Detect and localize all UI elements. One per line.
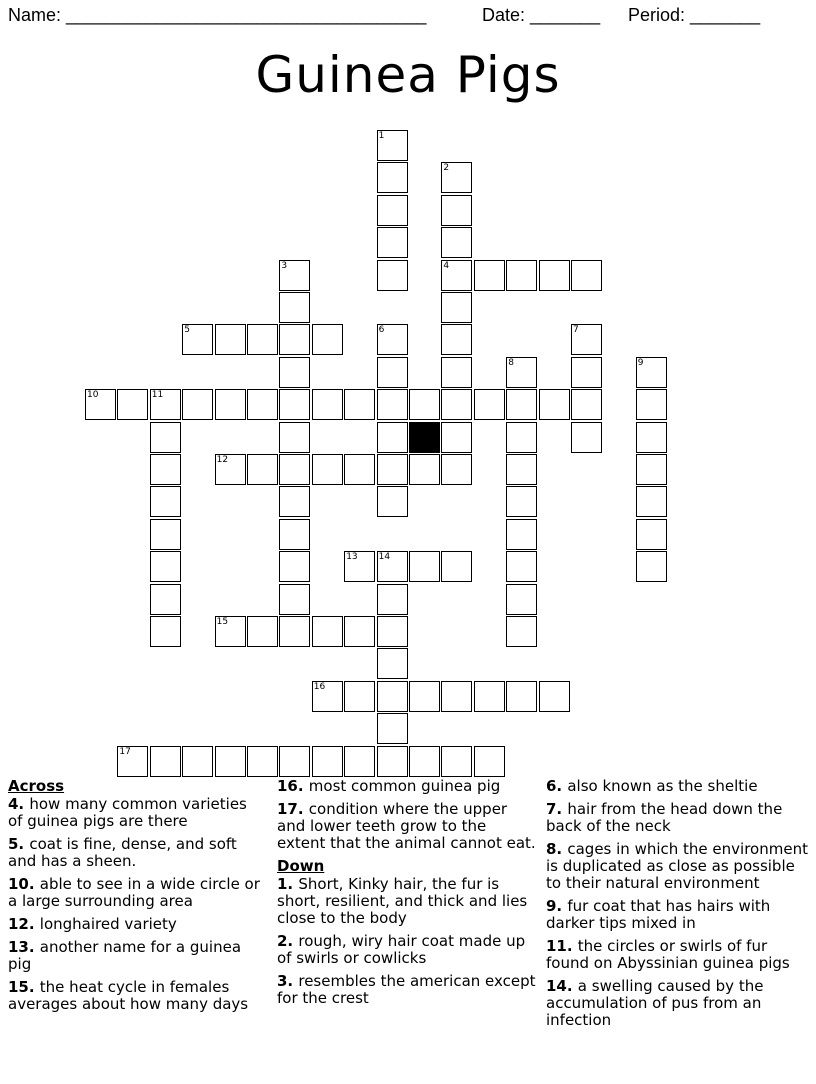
name-field[interactable]: Name: ____________________________________ [8, 5, 427, 25]
clue-number: 10 [87, 390, 99, 401]
clue-item [546, 801, 808, 835]
clue-item-number: 15. [8, 978, 40, 996]
down-clue-list [277, 876, 539, 1007]
grid-cell[interactable] [441, 292, 472, 323]
across-heading: Across [8, 777, 65, 795]
grid-cell[interactable] [441, 551, 472, 582]
clue-item-number: 9. [546, 897, 568, 915]
grid-cell[interactable] [377, 324, 408, 355]
grid-cell[interactable] [636, 454, 667, 485]
grid-cell[interactable] [344, 681, 375, 712]
date-field[interactable]: Date: _______ [482, 5, 601, 25]
grid-cell[interactable] [571, 389, 602, 420]
grid-cell[interactable] [182, 324, 213, 355]
grid-cell[interactable] [312, 454, 343, 485]
grid-cell[interactable] [636, 551, 667, 582]
clue-column-1 [8, 778, 266, 1019]
clue-item-number: 16. [277, 777, 309, 795]
grid-cell[interactable] [441, 357, 472, 388]
clue-item-number: 11. [546, 937, 578, 955]
down-heading: Down [277, 857, 325, 875]
grid-cell[interactable] [377, 486, 408, 517]
grid-cell[interactable] [182, 746, 213, 777]
grid-cell[interactable] [247, 454, 278, 485]
clue-item-number: 3. [277, 972, 299, 990]
grid-cell[interactable] [636, 389, 667, 420]
grid-cell[interactable] [506, 519, 537, 550]
clue-item-number: 7. [546, 800, 568, 818]
page-title: Guinea Pigs [255, 46, 561, 104]
grid-cell[interactable] [215, 389, 246, 420]
grid-cell[interactable] [377, 227, 408, 258]
grid-cell[interactable] [636, 486, 667, 517]
clue-number: 17 [119, 746, 131, 757]
clue-number: 14 [378, 552, 391, 563]
clue-item-number: 14. [546, 977, 578, 995]
clue-item-number: 13. [8, 938, 40, 956]
grid-cell[interactable] [279, 422, 310, 453]
clue-item-text: able to see in a wide circle or a large surrounding area [8, 875, 260, 910]
clue-item-number: 4. [8, 795, 30, 813]
grid-cell[interactable] [150, 616, 181, 647]
clue-number: 5 [184, 325, 190, 336]
clue-number: 15 [216, 617, 229, 627]
clue-item [277, 778, 539, 795]
clue-item-text: longhaired variety [39, 915, 177, 933]
grid-cell[interactable] [150, 746, 181, 777]
grid-cell[interactable] [247, 616, 278, 647]
grid-cell[interactable] [279, 357, 310, 388]
grid-cell[interactable] [182, 389, 213, 420]
grid-cell[interactable] [279, 260, 310, 291]
grid-cell[interactable] [571, 357, 602, 388]
clue-number: 13 [346, 552, 358, 563]
grid-cell[interactable] [506, 584, 537, 615]
clue-number: 8 [508, 357, 514, 368]
grid-cell[interactable] [441, 227, 472, 258]
grid-cell[interactable] [344, 389, 375, 420]
clue-number: 16 [313, 681, 326, 692]
grid-cell[interactable] [150, 519, 181, 550]
clue-item-text: another name for a guinea pig [8, 938, 242, 973]
clue-item [277, 933, 539, 967]
grid-cell[interactable] [377, 584, 408, 615]
clue-number: 2 [443, 163, 450, 174]
grid-cell[interactable] [506, 357, 537, 388]
grid-cell[interactable] [279, 454, 310, 485]
grid-cell[interactable] [441, 324, 472, 355]
clue-item [277, 876, 539, 927]
grid-cell[interactable] [312, 324, 343, 355]
clue-item [546, 778, 808, 795]
grid-cell[interactable] [279, 324, 310, 355]
clue-number: 3 [281, 260, 288, 271]
grid-cell[interactable] [377, 195, 408, 226]
grid-cell[interactable] [441, 681, 472, 712]
across-clue-list-continued [277, 778, 539, 852]
grid-cell[interactable] [312, 746, 343, 777]
grid-cell[interactable] [506, 551, 537, 582]
clue-item [277, 801, 539, 852]
clue-item [8, 979, 266, 1013]
clue-item-text: a swelling caused by the accumulation of pus from an infection [546, 977, 764, 1029]
clue-item [8, 836, 266, 870]
clue-item-text: fur coat that has hairs with darker tips mixed in [546, 897, 771, 932]
grid-cell[interactable] [344, 746, 375, 777]
grid-cell[interactable] [247, 746, 278, 777]
clue-item-number: 17. [277, 800, 309, 818]
grid-cell[interactable] [474, 681, 505, 712]
clue-item [546, 898, 808, 932]
grid-cell[interactable] [377, 616, 408, 647]
grid-cell[interactable] [506, 454, 537, 485]
clue-item [8, 876, 266, 910]
clue-item-text: the circles or swirls of fur found on Abyssinian guinea pigs [546, 937, 790, 972]
grid-cell[interactable] [377, 260, 408, 291]
clue-item-number: 1. [277, 875, 299, 893]
grid-cell[interactable] [636, 519, 667, 550]
clue-item-number: 6. [546, 777, 568, 795]
grid-cell[interactable] [571, 324, 602, 355]
clue-item-text: cages in which the environment is duplicated as close as possible to their natural environment [546, 840, 808, 892]
clue-number: 1 [378, 131, 385, 141]
clue-item-number: 10. [8, 875, 40, 893]
grid-cell[interactable] [279, 292, 310, 323]
down-clue-list-continued [546, 778, 808, 1029]
grid-cell[interactable] [441, 746, 472, 777]
grid-cell[interactable] [506, 486, 537, 517]
grid-cell[interactable] [377, 162, 408, 193]
grid-cell[interactable] [247, 389, 278, 420]
grid-cell[interactable] [150, 454, 181, 485]
grid-cell[interactable] [539, 389, 570, 420]
clue-item-text: resembles the american except for the crest [277, 972, 536, 1007]
clue-item-text: hair from the head down the back of the neck [546, 800, 783, 835]
grid-cell[interactable] [409, 389, 440, 420]
clue-item-text: most common guinea pig [308, 777, 501, 795]
grid-cell[interactable] [441, 389, 472, 420]
grid-cell[interactable] [377, 551, 408, 582]
clue-item-text: Short, Kinky hair, the fur is short, resilient, and thick and lies close to the body [277, 875, 528, 927]
grid-cell[interactable] [571, 260, 602, 291]
clue-item-text: coat is fine, dense, and soft and has a sheen. [8, 835, 237, 870]
grid-cell[interactable] [539, 681, 570, 712]
clue-item [8, 916, 266, 933]
grid-cell[interactable] [247, 324, 278, 355]
clue-number: 6 [378, 325, 385, 336]
grid-cell[interactable] [215, 324, 246, 355]
clue-item [546, 938, 808, 972]
clue-item-number: 8. [546, 840, 568, 858]
clue-number: 4 [443, 260, 450, 271]
grid-cell[interactable] [377, 648, 408, 679]
grid-cell[interactable] [279, 616, 310, 647]
grid-cell[interactable] [344, 616, 375, 647]
grid-cell[interactable] [636, 422, 667, 453]
grid-cell[interactable] [150, 389, 181, 420]
grid-cell[interactable] [474, 746, 505, 777]
grid-cell[interactable] [441, 195, 472, 226]
grid-cell[interactable] [377, 357, 408, 388]
clue-column-2 [277, 778, 539, 1013]
clue-item [8, 796, 266, 830]
clue-number: 12 [216, 455, 229, 465]
clue-item-text: also known as the sheltie [567, 777, 758, 795]
grid-cell[interactable] [377, 130, 408, 161]
grid-cell[interactable] [474, 389, 505, 420]
grid-cell[interactable] [409, 746, 440, 777]
grid-cell[interactable] [312, 681, 343, 712]
grid-cell[interactable] [377, 746, 408, 777]
clue-item-text: rough, wiry hair coat made up of swirls or cowlicks [277, 932, 526, 967]
grid-cell[interactable] [215, 746, 246, 777]
clue-number: 7 [573, 325, 579, 336]
grid-cell[interactable] [117, 746, 148, 777]
grid-cell[interactable] [312, 616, 343, 647]
clue-item [277, 973, 539, 1007]
grid-cell[interactable] [474, 260, 505, 291]
grid-cell[interactable] [441, 162, 472, 193]
grid-cell[interactable] [539, 260, 570, 291]
clue-number: 9 [637, 357, 644, 368]
grid-cell[interactable] [441, 422, 472, 453]
grid-cell[interactable] [150, 584, 181, 615]
grid-cell[interactable] [377, 389, 408, 420]
clue-item-number: 5. [8, 835, 30, 853]
clue-item [546, 978, 808, 1029]
grid-cell[interactable] [506, 681, 537, 712]
grid-cell[interactable] [117, 389, 148, 420]
grid-cell[interactable] [279, 519, 310, 550]
grid-cell[interactable] [85, 389, 116, 420]
grid-cell[interactable] [441, 260, 472, 291]
grid-cell[interactable] [150, 551, 181, 582]
grid-cell[interactable] [279, 486, 310, 517]
period-field[interactable]: Period: _______ [628, 5, 761, 25]
grid-cell[interactable] [506, 422, 537, 453]
clue-item-text: how many common varieties of guinea pigs are there [8, 795, 247, 830]
grid-cell[interactable] [377, 713, 408, 744]
grid-cell[interactable] [344, 454, 375, 485]
grid-cell[interactable] [377, 422, 408, 453]
clue-number: 11 [151, 390, 164, 401]
clue-item-number: 12. [8, 915, 40, 933]
grid-cell[interactable] [215, 454, 246, 485]
clue-item [546, 841, 808, 892]
grid-cell[interactable] [150, 486, 181, 517]
grid-cell[interactable] [409, 551, 440, 582]
grid-cell[interactable] [150, 422, 181, 453]
grid-cell[interactable] [409, 454, 440, 485]
grid-cell[interactable] [441, 454, 472, 485]
clue-item [8, 939, 266, 973]
grid-cell-blocked [409, 422, 440, 453]
grid-cell[interactable] [377, 454, 408, 485]
clue-item-text: condition where the upper and lower teeth grow to the extent that the animal cannot eat. [277, 800, 536, 852]
grid-cell[interactable] [506, 260, 537, 291]
grid-cell[interactable] [312, 389, 343, 420]
grid-cell[interactable] [571, 422, 602, 453]
grid-cell[interactable] [377, 681, 408, 712]
clue-item-number: 2. [277, 932, 299, 950]
grid-cell[interactable] [279, 746, 310, 777]
grid-cell[interactable] [506, 616, 537, 647]
grid-cell[interactable] [636, 357, 667, 388]
grid-cell[interactable] [279, 551, 310, 582]
grid-cell[interactable] [409, 681, 440, 712]
across-clue-list [8, 796, 266, 1013]
clue-item-text: the heat cycle in females averages about how many days [8, 978, 249, 1013]
grid-cell[interactable] [279, 584, 310, 615]
grid-cell[interactable] [279, 389, 310, 420]
grid-cell[interactable] [215, 616, 246, 647]
grid-cell[interactable] [344, 551, 375, 582]
clue-column-3 [546, 778, 808, 1035]
grid-cell[interactable] [506, 389, 537, 420]
